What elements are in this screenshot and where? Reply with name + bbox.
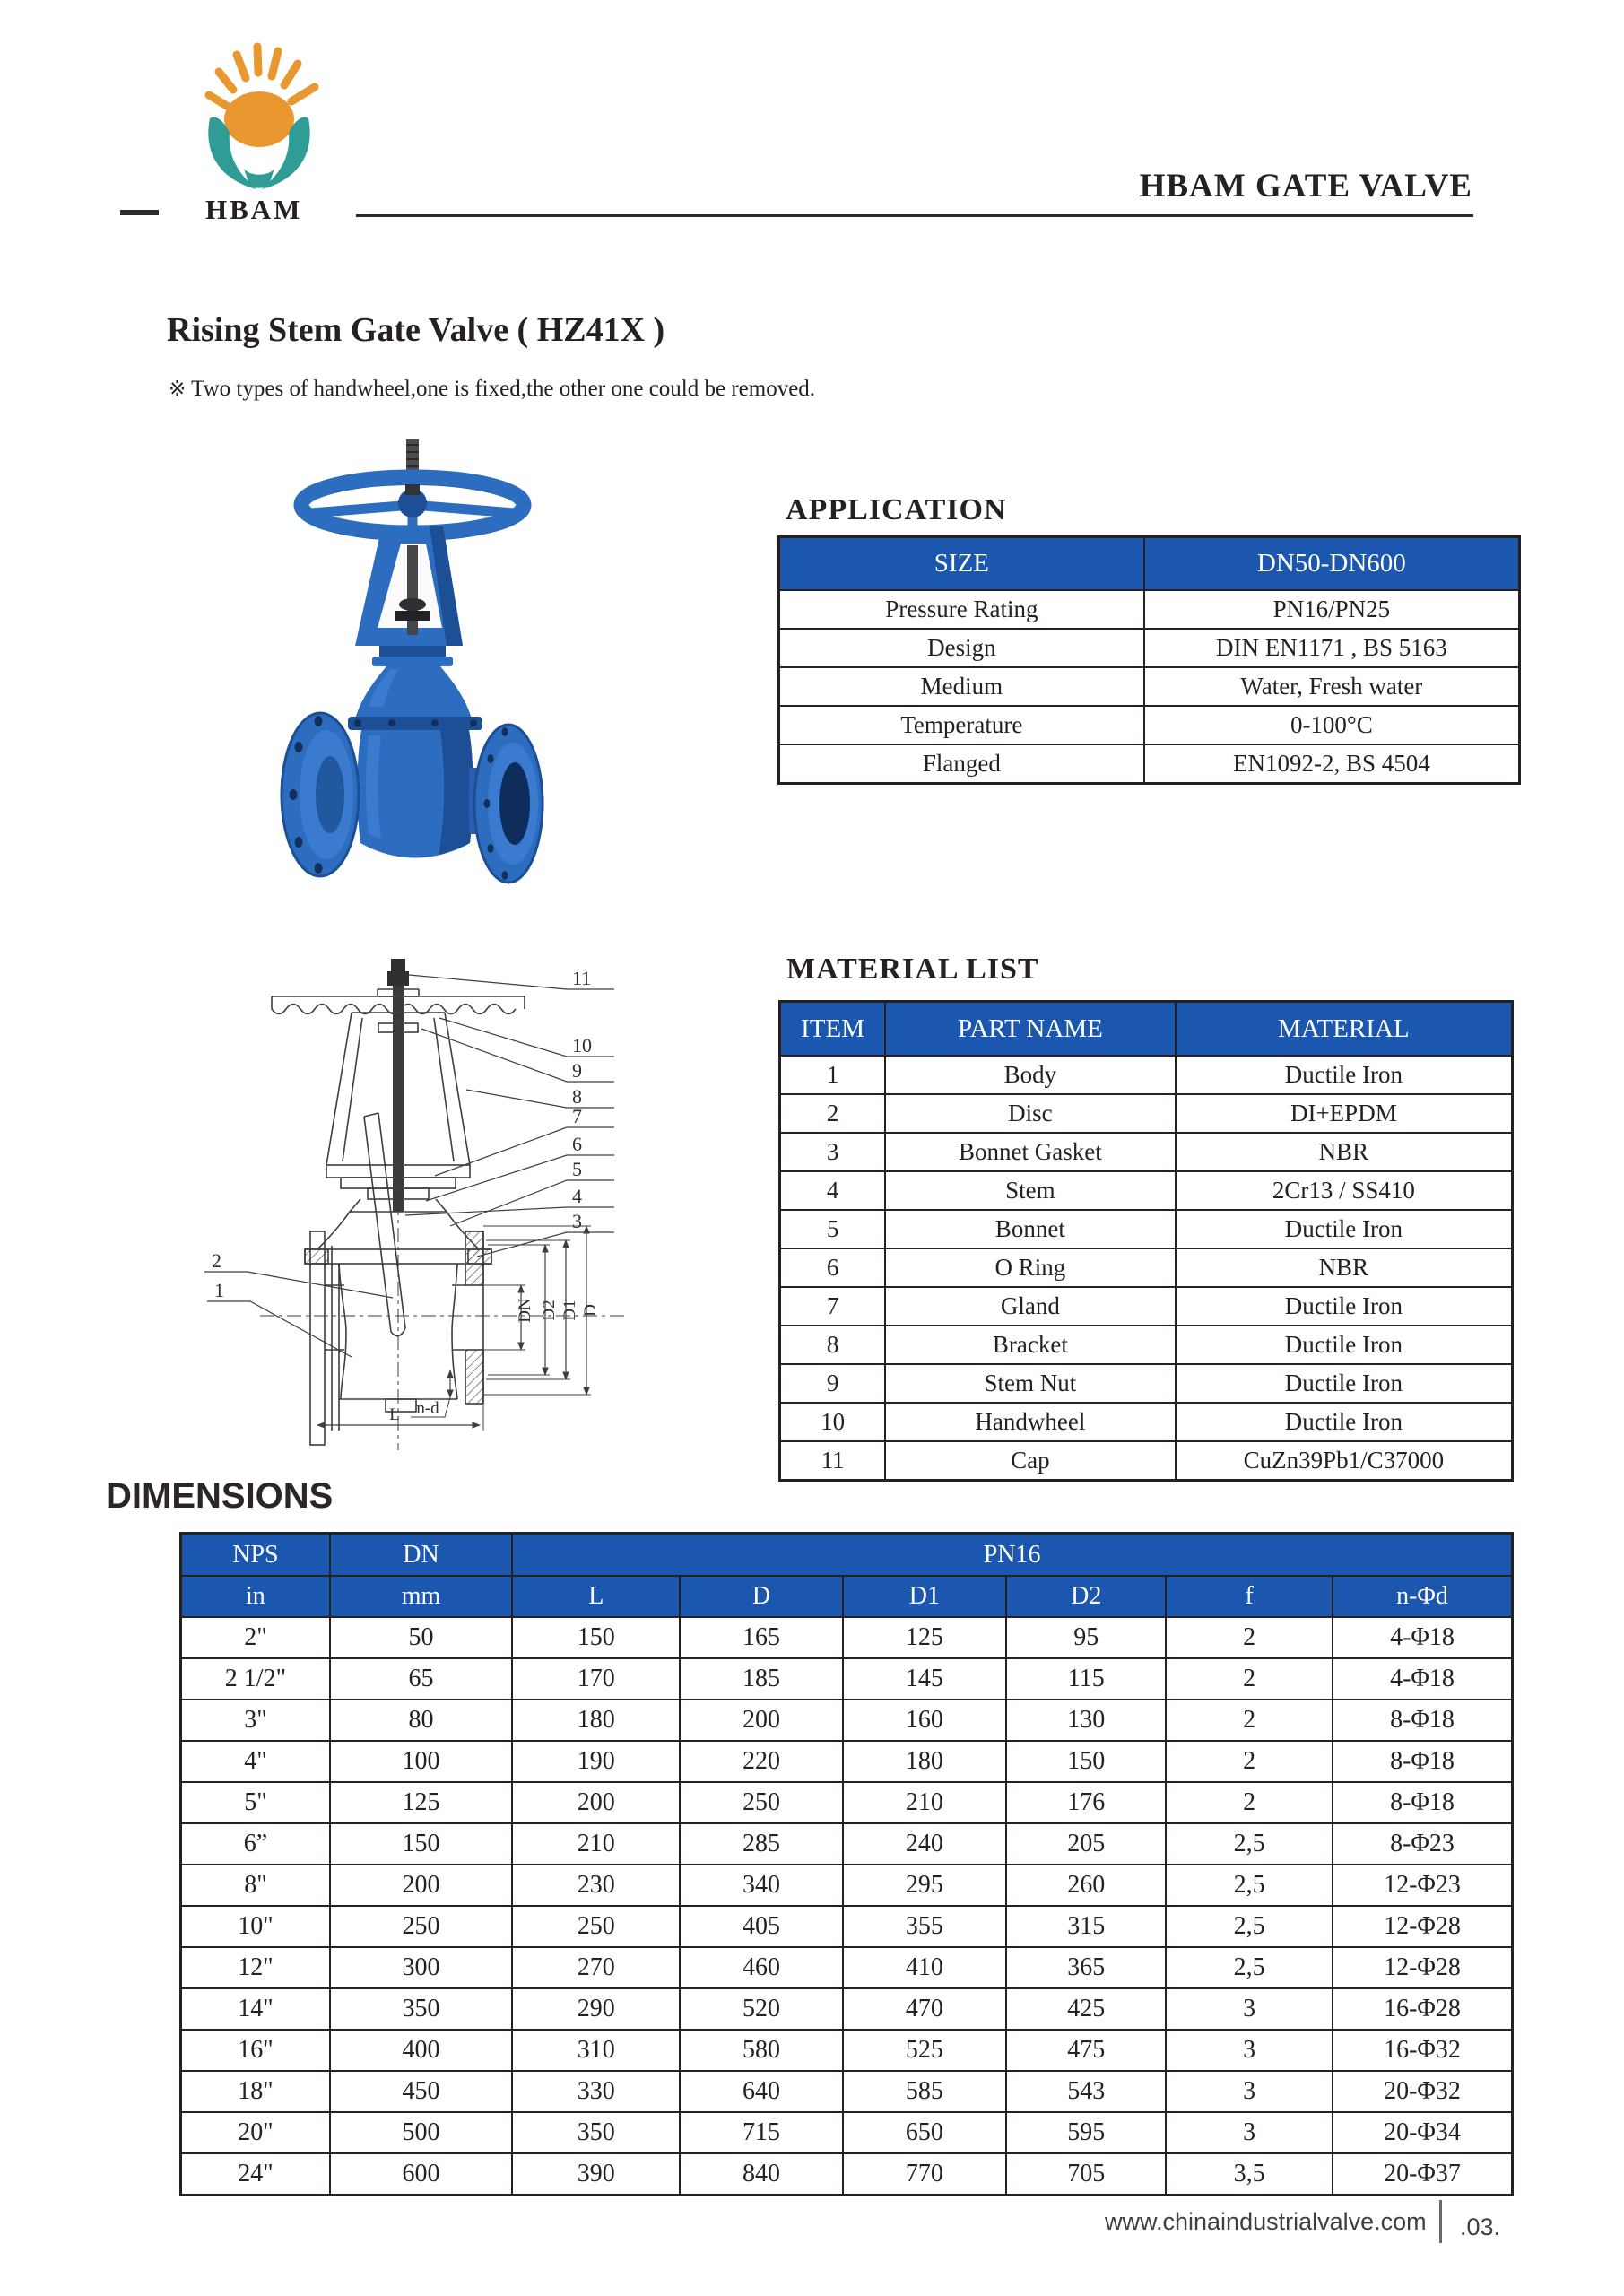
dimension-cell: 3: [1166, 1988, 1333, 2030]
dimension-cell: 390: [512, 2153, 680, 2196]
table-row: [181, 1617, 1513, 1658]
dimension-cell: 705: [1006, 2153, 1166, 2196]
footer-divider: [1439, 2200, 1442, 2243]
material-list-table-body: [780, 1056, 1513, 1481]
table-row: [780, 1364, 1513, 1403]
dimension-cell: 715: [680, 2112, 842, 2153]
dimension-lines: [310, 1226, 591, 1431]
application-cell: Water, Fresh water: [1144, 667, 1520, 706]
material-cell: Stem: [885, 1171, 1176, 1210]
header-rule: [356, 214, 1473, 217]
bonnet-part: [305, 1188, 491, 1264]
dimension-cell: 165: [680, 1617, 842, 1658]
material-cell: Ductile Iron: [1176, 1056, 1513, 1094]
table-row: [181, 1988, 1513, 2030]
dimensions-group-header-row: [181, 1534, 1513, 1577]
dimensions-heading: DIMENSIONS: [106, 1476, 334, 1516]
dimension-cell: 4": [181, 1741, 330, 1782]
table-row: [780, 1326, 1513, 1364]
material-cell: Bonnet Gasket: [885, 1133, 1176, 1171]
material-cell: Ductile Iron: [1176, 1287, 1513, 1326]
table-row: [780, 1248, 1513, 1287]
table-row: [780, 1171, 1513, 1210]
column-header: PN16: [512, 1534, 1512, 1577]
dimension-cell: 180: [843, 1741, 1007, 1782]
dimension-cell: 8-Φ18: [1333, 1700, 1513, 1741]
dimension-cell: 200: [680, 1700, 842, 1741]
dimensions-sub-header-row: [181, 1576, 1513, 1617]
table-row: [181, 2112, 1513, 2153]
dimension-cell: 640: [680, 2071, 842, 2112]
dimension-cell: 2,5: [1166, 1947, 1333, 1988]
table-row: [181, 1865, 1513, 1906]
svg-text:D2: D2: [540, 1300, 559, 1321]
svg-text:7: 7: [572, 1105, 582, 1127]
dimension-cell: 230: [512, 1865, 680, 1906]
svg-text:1: 1: [214, 1279, 224, 1301]
product-note-text: Two types of handwheel,one is fixed,the other one could be removed.: [191, 377, 816, 401]
cap-part: [391, 959, 405, 971]
dimension-cell: 250: [512, 1906, 680, 1947]
table-row: [181, 1700, 1513, 1741]
dimension-cell: 315: [1006, 1906, 1166, 1947]
dimension-cell: 150: [330, 1823, 512, 1865]
dimension-cell: 2: [1166, 1741, 1333, 1782]
dimension-cell: 240: [843, 1823, 1007, 1865]
dimension-cell: 2": [181, 1617, 330, 1658]
dimension-cell: 450: [330, 2071, 512, 2112]
material-cell: 9: [780, 1364, 886, 1403]
dimension-cell: 205: [1006, 1823, 1166, 1865]
dimension-cell: 145: [843, 1658, 1007, 1700]
brand-name: HBAM: [205, 194, 303, 225]
dimension-cell: 840: [680, 2153, 842, 2196]
table-row: [181, 1906, 1513, 1947]
reference-mark-icon: ※: [169, 378, 187, 401]
svg-text:4: 4: [572, 1185, 582, 1207]
dimension-cell: 350: [512, 2112, 680, 2153]
material-cell: 8: [780, 1326, 886, 1364]
dimension-cell: 2: [1166, 1782, 1333, 1823]
dimension-cell: 250: [330, 1906, 512, 1947]
dimension-cell: 290: [512, 1988, 680, 2030]
dimension-cell: 3": [181, 1700, 330, 1741]
dimension-cell: 350: [330, 1988, 512, 2030]
right-flange: [474, 725, 543, 883]
product-note: [169, 377, 815, 402]
dimension-cell: 190: [512, 1741, 680, 1782]
dimension-cell: 470: [843, 1988, 1007, 2030]
table-row: [780, 1403, 1513, 1441]
dimension-cell: 580: [680, 2030, 842, 2071]
material-cell: 11: [780, 1441, 886, 1481]
dimension-cell: 475: [1006, 2030, 1166, 2071]
dimension-cell: 8-Φ18: [1333, 1741, 1513, 1782]
svg-text:5: 5: [572, 1158, 582, 1180]
dimension-cell: 365: [1006, 1947, 1166, 1988]
dimension-cell: 8": [181, 1865, 330, 1906]
dimension-cell: 340: [680, 1865, 842, 1906]
dimension-cell: 125: [843, 1617, 1007, 1658]
dimension-cell: 425: [1006, 1988, 1166, 2030]
dimension-cell: 5": [181, 1782, 330, 1823]
dimension-cell: 20-Φ34: [1333, 2112, 1513, 2153]
svg-text:9: 9: [572, 1059, 582, 1082]
material-cell: Ductile Iron: [1176, 1326, 1513, 1364]
column-header: D2: [1006, 1576, 1166, 1617]
application-table-body: [779, 537, 1520, 784]
dimension-cell: 3: [1166, 2030, 1333, 2071]
dimension-cell: 150: [1006, 1741, 1166, 1782]
dimension-cell: 170: [512, 1658, 680, 1700]
application-cell: SIZE: [779, 537, 1144, 591]
material-cell: Cap: [885, 1441, 1176, 1481]
material-cell: 6: [780, 1248, 886, 1287]
dimension-cell: 6”: [181, 1823, 330, 1865]
dimension-labels: [389, 1298, 600, 1424]
dimension-cell: 330: [512, 2071, 680, 2112]
dimension-cell: 210: [843, 1782, 1007, 1823]
table-row: [181, 2071, 1513, 2112]
dimension-cell: 8-Φ18: [1333, 1782, 1513, 1823]
dimension-cell: 16-Φ32: [1333, 2030, 1513, 2071]
column-header: D: [680, 1576, 842, 1617]
dimension-cell: 16": [181, 2030, 330, 2071]
table-row: [779, 629, 1520, 667]
dimension-cell: 210: [512, 1823, 680, 1865]
dimension-cell: 525: [843, 2030, 1007, 2071]
dimension-cell: 3,5: [1166, 2153, 1333, 2196]
table-row: [181, 2030, 1513, 2071]
dimension-cell: 260: [1006, 1865, 1166, 1906]
application-cell: DIN EN1171 , BS 5163: [1144, 629, 1520, 667]
table-row: [779, 667, 1520, 706]
dimensions-table-body: [181, 1617, 1513, 2196]
dimension-cell: 2,5: [1166, 1865, 1333, 1906]
material-cell: Bracket: [885, 1326, 1176, 1364]
dimension-cell: 125: [330, 1782, 512, 1823]
dimension-cell: 130: [1006, 1700, 1166, 1741]
dimension-cell: 2,5: [1166, 1906, 1333, 1947]
table-row: [181, 2153, 1513, 2196]
svg-text:L: L: [389, 1405, 400, 1424]
table-row: [780, 1094, 1513, 1133]
footer-website: www.chinaindustrialvalve.com: [1105, 2208, 1427, 2235]
dimension-cell: 12": [181, 1947, 330, 1988]
svg-text:D: D: [581, 1304, 600, 1317]
material-cell: 2Cr13 / SS410: [1176, 1171, 1513, 1210]
dimension-cell: 12-Φ28: [1333, 1947, 1513, 1988]
table-row: [181, 1741, 1513, 1782]
bonnet: [348, 646, 482, 730]
material-cell: NBR: [1176, 1248, 1513, 1287]
application-heading: APPLICATION: [786, 493, 1007, 526]
material-cell: Stem Nut: [885, 1364, 1176, 1403]
dimension-cell: 20": [181, 2112, 330, 2153]
dimension-cell: 4-Φ18: [1333, 1617, 1513, 1658]
dimension-cell: 285: [680, 1823, 842, 1865]
dimension-cell: 2: [1166, 1617, 1333, 1658]
svg-text:n-d: n-d: [416, 1399, 439, 1418]
dimension-cell: 300: [330, 1947, 512, 1988]
dimension-cell: 65: [330, 1658, 512, 1700]
material-cell: DI+EPDM: [1176, 1094, 1513, 1133]
dimension-cell: 650: [843, 2112, 1007, 2153]
material-cell: 5: [780, 1210, 886, 1248]
application-cell: Pressure Rating: [779, 590, 1144, 629]
dimension-cell: 3: [1166, 2112, 1333, 2153]
dimension-cell: 2: [1166, 1658, 1333, 1700]
dimension-cell: 18": [181, 2071, 330, 2112]
table-row: [780, 1287, 1513, 1326]
dimension-cell: 24": [181, 2153, 330, 2196]
sun-icon: [224, 91, 294, 147]
application-cell: EN1092-2, BS 4504: [1144, 744, 1520, 784]
dimension-cell: 200: [330, 1865, 512, 1906]
table-row: [779, 744, 1520, 784]
dimension-cell: 3: [1166, 2071, 1333, 2112]
material-cell: Bonnet: [885, 1210, 1176, 1248]
material-cell: 1: [780, 1056, 886, 1094]
column-header: PART NAME: [885, 1002, 1176, 1057]
brand-dash: [120, 210, 159, 215]
left-flange: [282, 713, 359, 876]
material-cell: 2: [780, 1094, 886, 1133]
column-header: f: [1166, 1576, 1333, 1617]
material-cell: 7: [780, 1287, 886, 1326]
dimension-cell: 405: [680, 1906, 842, 1947]
dimension-cell: 410: [843, 1947, 1007, 1988]
column-header: D1: [843, 1576, 1007, 1617]
dimension-cell: 4-Φ18: [1333, 1658, 1513, 1700]
table-row: [181, 1823, 1513, 1865]
dimension-cell: 2: [1166, 1700, 1333, 1741]
dimension-cell: 160: [843, 1700, 1007, 1741]
application-cell: DN50-DN600: [1144, 537, 1520, 591]
dimension-cell: 310: [512, 2030, 680, 2071]
svg-text:11: 11: [572, 967, 592, 989]
material-list-heading: MATERIAL LIST: [786, 952, 1039, 986]
column-header: NPS: [181, 1534, 330, 1577]
material-list-header-row: [780, 1002, 1513, 1057]
product-title: Rising Stem Gate Valve ( HZ41X ): [167, 311, 665, 349]
application-cell: Temperature: [779, 706, 1144, 744]
table-row: [780, 1210, 1513, 1248]
dimension-cell: 180: [512, 1700, 680, 1741]
dimensions-table: [179, 1532, 1514, 2196]
dimension-cell: 500: [330, 2112, 512, 2153]
svg-text:10: 10: [572, 1034, 592, 1057]
dimension-cell: 595: [1006, 2112, 1166, 2153]
dimension-cell: 2,5: [1166, 1823, 1333, 1865]
dimension-cell: 355: [843, 1906, 1007, 1947]
material-cell: Handwheel: [885, 1403, 1176, 1441]
yoke: [355, 526, 463, 646]
dimension-cell: 10": [181, 1906, 330, 1947]
table-row: [780, 1056, 1513, 1094]
column-header: MATERIAL: [1176, 1002, 1513, 1057]
column-header: in: [181, 1576, 330, 1617]
column-header: ITEM: [780, 1002, 886, 1057]
material-cell: 4: [780, 1171, 886, 1210]
dimension-cell: 270: [512, 1947, 680, 1988]
application-cell: PN16/PN25: [1144, 590, 1520, 629]
svg-text:8: 8: [572, 1085, 582, 1108]
material-cell: CuZn39Pb1/C37000: [1176, 1441, 1513, 1481]
dimension-cell: 100: [330, 1741, 512, 1782]
table-row: [181, 1658, 1513, 1700]
dimension-cell: 220: [680, 1741, 842, 1782]
dimension-cell: 12-Φ28: [1333, 1906, 1513, 1947]
material-cell: 3: [780, 1133, 886, 1171]
table-row: [181, 1782, 1513, 1823]
application-cell: 0-100°C: [1144, 706, 1520, 744]
dimension-cell: 50: [330, 1617, 512, 1658]
dimension-cell: 12-Φ23: [1333, 1865, 1513, 1906]
dimension-cell: 543: [1006, 2071, 1166, 2112]
dimension-cell: 400: [330, 2030, 512, 2071]
dimension-cell: 16-Φ28: [1333, 1988, 1513, 2030]
table-row: [780, 1441, 1513, 1481]
application-cell: Flanged: [779, 744, 1144, 784]
dimension-cell: 185: [680, 1658, 842, 1700]
table-row: [779, 706, 1520, 744]
dimension-cell: 80: [330, 1700, 512, 1741]
dimension-cell: 95: [1006, 1617, 1166, 1658]
dimension-cell: 150: [512, 1617, 680, 1658]
dimension-cell: 520: [680, 1988, 842, 2030]
material-cell: Ductile Iron: [1176, 1210, 1513, 1248]
dimension-cell: 585: [843, 2071, 1007, 2112]
svg-text:D1: D1: [560, 1300, 579, 1321]
application-cell: Design: [779, 629, 1144, 667]
footer-page-number: .03.: [1460, 2213, 1501, 2240]
dimension-cell: 20-Φ32: [1333, 2071, 1513, 2112]
svg-text:3: 3: [572, 1210, 582, 1232]
page-title: HBAM GATE VALVE: [1139, 168, 1472, 204]
column-header: L: [512, 1576, 680, 1617]
application-cell: Medium: [779, 667, 1144, 706]
dimension-cell: 770: [843, 2153, 1007, 2196]
company-logo: [191, 36, 327, 193]
material-cell: Gland: [885, 1287, 1176, 1326]
dimension-cell: 295: [843, 1865, 1007, 1906]
material-cell: NBR: [1176, 1133, 1513, 1171]
dimension-cell: 115: [1006, 1658, 1166, 1700]
table-row: [181, 1947, 1513, 1988]
table-row: [780, 1133, 1513, 1171]
material-cell: Disc: [885, 1094, 1176, 1133]
material-list-table: [778, 1000, 1514, 1482]
table-row: [779, 590, 1520, 629]
material-cell: Ductile Iron: [1176, 1364, 1513, 1403]
svg-text:6: 6: [572, 1133, 582, 1155]
svg-text:DN: DN: [516, 1298, 534, 1323]
dimension-cell: 2 1/2": [181, 1658, 330, 1700]
material-cell: Body: [885, 1056, 1176, 1094]
material-cell: O Ring: [885, 1248, 1176, 1287]
dimension-cell: 14": [181, 1988, 330, 2030]
dimension-cell: 176: [1006, 1782, 1166, 1823]
dimension-cell: 20-Φ37: [1333, 2153, 1513, 2196]
dimension-cell: 250: [680, 1782, 842, 1823]
application-table: [777, 535, 1521, 785]
dimension-cell: 8-Φ23: [1333, 1823, 1513, 1865]
material-cell: Ductile Iron: [1176, 1403, 1513, 1441]
dimension-cell: 600: [330, 2153, 512, 2196]
table-row: [779, 537, 1520, 591]
dimension-cell: 200: [512, 1782, 680, 1823]
material-cell: 10: [780, 1403, 886, 1441]
valve-photo: [256, 420, 641, 953]
column-header: n-Φd: [1333, 1576, 1513, 1617]
dimension-cell: 460: [680, 1947, 842, 1988]
svg-text:2: 2: [212, 1249, 221, 1272]
valve-drawing: [126, 946, 753, 1500]
column-header: DN: [330, 1534, 512, 1577]
column-header: mm: [330, 1576, 512, 1617]
